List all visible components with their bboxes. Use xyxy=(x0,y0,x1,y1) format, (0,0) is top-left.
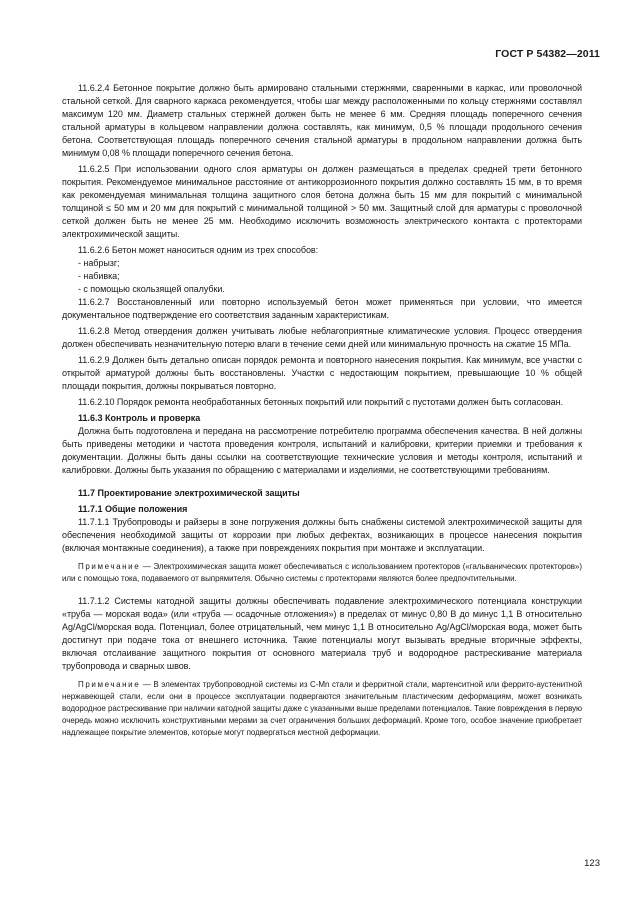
note-2-text: — В элементах трубопроводной системы из С-Мn стали и ферритной стали, мартенситной или феррито-аустенитной нержавеющей стали, если они в процессе эксплуатации подвергаются значительным пластическим деформациям, может возникать водородное растрескивание при наличии катодной защиты даже с указанными выше пределами потенциалов. Такие повреждения в первую очередь можно исключить конструктивными мерами за счет ограничения больших деформаций. Кроме того, особое значение приобретает надлежащее покрытие элементов, которые могут подвергаться местной деформации. xyxy=(62,680,582,737)
paragraph-11-7-1-2: 11.7.1.2 Системы катодной защиты должны обеспечивать подавление электрохимического потенциала конструкции «труба — морская вода» (или «труба — осадочные отложения») в пределах от минус 0,80 В до минус 1,1 В относительно Ag/AgCl/морская вода. Потенциал, более отрицательный, чем минус 1,1 В относительно Ag/AgCl/морская вода, может быть достигнут при подаче тока от внешнего источника. Такие потенциалы могут вызывать вредные вторичные эффекты, включая отслаивание защитного покрытия от основного материала труб и водородное растрескивание материала трубопровода и сварных швов. xyxy=(62,596,582,671)
list-item-method: - набивка; xyxy=(78,271,120,281)
list-item-method: - набрызг; xyxy=(78,258,120,268)
heading-11-7: 11.7 Проектирование электрохимической защиты xyxy=(78,488,300,498)
paragraph-11-6-2-5: 11.6.2.5 При использовании одного слоя арматуры он должен размещаться в пределах средней трети бетонного покрытия. Рекомендуемое минимальное расстояние от антикоррозионного покрытия должно составлять 15 мм, в то время как рекомендуемая минимальная толщина защитного слоя бетона должна быть 15 мм для покрытий с минимальной толщиной ≤ 50 мм и 20 мм для покрытий с минимальной толщиной > 50 мм. Защитный слой для арматуры с проволочной сеткой должен быть не менее 25 мм. Необходимо исключить возможность электрического контакта с протекторами электрохимической защиты. xyxy=(62,164,582,239)
page-number: 123 xyxy=(584,858,600,869)
note-2 xyxy=(62,679,582,739)
paragraph-11-6-2-8: 11.6.2.8 Метод отвердения должен учитывать любые неблагоприятные климатические условия. Процесс отвердения должен обеспечивать незначительную потерю влаги в течение семи дней или минимальную прочность на сжатие 15 МПа. xyxy=(62,326,582,349)
document-body xyxy=(62,82,582,739)
note-label: Примечание xyxy=(78,680,141,689)
page-header-standard: ГОСТ Р 54382—2011 xyxy=(495,48,600,60)
paragraph-11-6-2-6: 11.6.2.6 Бетон может наноситься одним из трех способов: xyxy=(78,245,319,255)
note-1-text: — Электрохимическая защита может обеспечиваться с использованием протекторов («гальванических протекторов») или с помощью тока, подаваемого от выпрямителя. Обычно системы с протекторами являются более предпочтительными. xyxy=(62,562,582,583)
paragraph-11-6-2-10: 11.6.2.10 Порядок ремонта необработанных бетонных покрытий или покрытий с пустотами должен быть согласован. xyxy=(78,397,563,407)
list-item-method: - с помощью скользящей опалубки. xyxy=(78,284,225,294)
paragraph-11-6-3: Должна быть подготовлена и передана на рассмотрение потребителю программа обеспечения качества. В ней должны быть приведены методики и частота проведения контроля, испытаний и калибровки, критерии приемки и требования к документации. Должны быть даны ссылки на соответствующие технические условия и методы контроля, испытаний и калибровки. Должны быть указания по обращению с материалами и изделиями, не соответствующими требованиям. xyxy=(62,426,582,475)
heading-11-7-1: 11.7.1 Общие положения xyxy=(78,504,188,514)
note-1 xyxy=(62,561,582,585)
paragraph-11-6-2-9: 11.6.2.9 Должен быть детально описан порядок ремонта и повторного нанесения покрытия. Как минимум, все участки с открытой арматурой должны быть восстановлены. Участки с недостающим покрытием, превышающие 10 % общей площади покрытия, должны покрываться повторно. xyxy=(62,355,582,391)
heading-11-6-3: 11.6.3 Контроль и проверка xyxy=(78,413,201,423)
paragraph-11-6-2-4: 11.6.2.4 Бетонное покрытие должно быть армировано стальными стержнями, сваренными в каркас, или проволочной стальной сеткой. Для сварного каркаса рекомендуется, чтобы шаг между расположенными по кольцу стержнями составлял максимум 120 мм. Диаметр стальных стержней должен быть не менее 6 мм. Средняя площадь поперечного сечения стальной арматуры в кольцевом направлении должна составлять, как минимум, 0,5 % площади продольного сечения бетона. Соответствующая площадь поперечного сечения стальной арматуры в продольном направлении должна быть минимум 0,08 % площади поперечного сечения бетона. xyxy=(62,83,582,158)
note-label: Примечание xyxy=(78,562,141,571)
paragraph-11-7-1-1: 11.7.1.1 Трубопроводы и райзеры в зоне погружения должны быть снабжены системой электрохимической защиты для обеспечения необходимой защиты от коррозии при любых дефектах, возникающих в процессе нанесения покрытия (включая монтажные соединения), а также при повреждениях покрытия при монтаже и эксплуатации. xyxy=(62,517,582,553)
paragraph-11-6-2-7: 11.6.2.7 Восстановленный или повторно используемый бетон может применяться при условии, что имеется документальное подтверждение его соответствия заданным характеристикам. xyxy=(62,297,582,320)
